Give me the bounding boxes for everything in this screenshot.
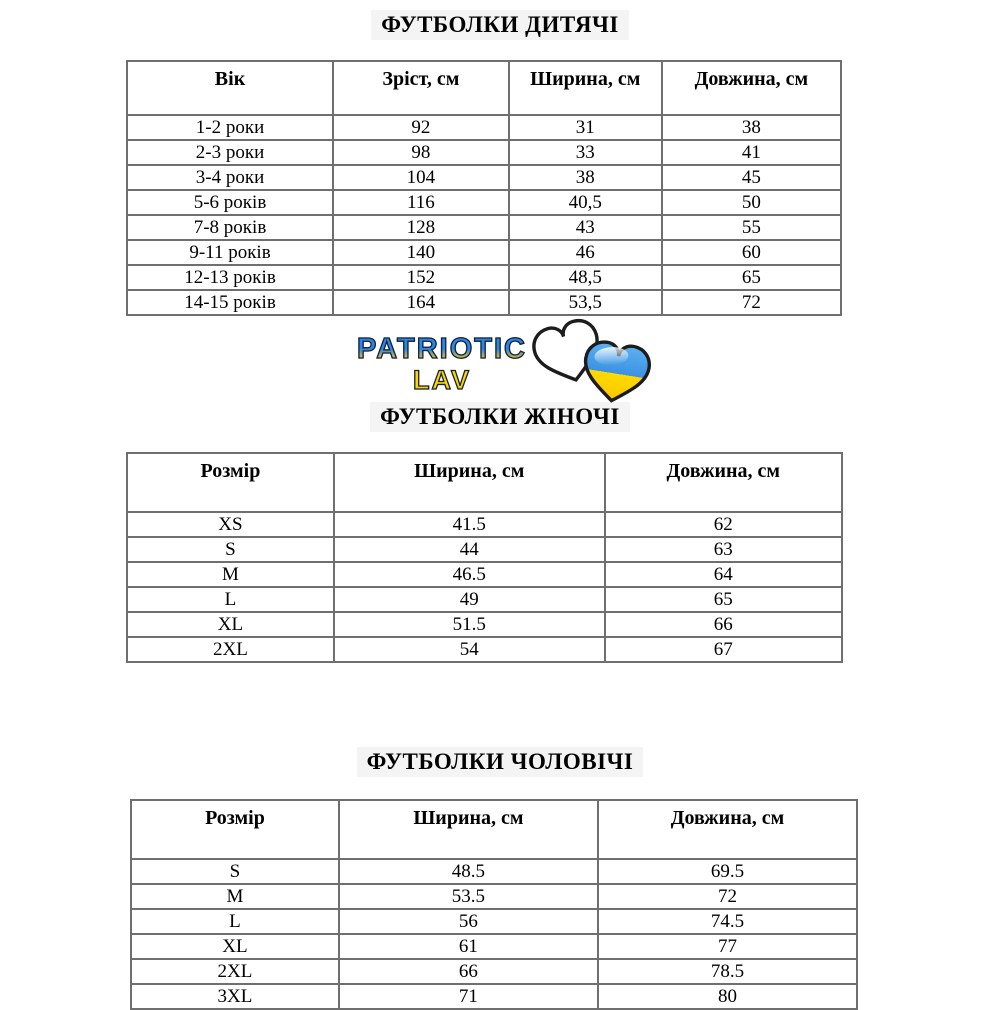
table-cell: 116: [333, 190, 509, 215]
table-cell: 53,5: [509, 290, 662, 315]
table-cell: M: [131, 884, 339, 909]
table-cell: 44: [334, 537, 605, 562]
logo-brand-line2: LAV: [413, 364, 471, 395]
table-row: [127, 587, 842, 612]
table-cell: 40,5: [509, 190, 662, 215]
table-cell: 61: [339, 934, 598, 959]
table-cell: 69.5: [598, 859, 857, 884]
table-cell: 72: [662, 290, 841, 315]
table-cell: 92: [333, 115, 509, 140]
table-cell: 74.5: [598, 909, 857, 934]
ukraine-flag-heart-icon: [531, 316, 663, 412]
table-row: [127, 240, 841, 265]
table-row: [127, 265, 841, 290]
table-cell: XL: [127, 612, 334, 637]
table-row: [127, 562, 842, 587]
table-cell: XL: [131, 934, 339, 959]
table-cell: 140: [333, 240, 509, 265]
table-cell: 54: [334, 637, 605, 662]
table-cell: 104: [333, 165, 509, 190]
kids-size-table: [126, 60, 842, 316]
table-cell: 46.5: [334, 562, 605, 587]
table-cell: 49: [334, 587, 605, 612]
table-cell: 66: [605, 612, 842, 637]
table-row: [131, 959, 857, 984]
table-row: [127, 290, 841, 315]
table-cell: 62: [605, 512, 842, 537]
table-cell: 78.5: [598, 959, 857, 984]
logo-brand-line1: PATRIOTIC: [357, 332, 527, 365]
column-header: Довжина, см: [605, 453, 842, 512]
table-row: [127, 537, 842, 562]
table-cell: 72: [598, 884, 857, 909]
table-row: [127, 637, 842, 662]
table-cell: 66: [339, 959, 598, 984]
table-cell: 38: [662, 115, 841, 140]
table-cell: S: [127, 537, 334, 562]
logo-wordmark: [357, 332, 527, 395]
column-header: Ширина, см: [334, 453, 605, 512]
table-cell: 152: [333, 265, 509, 290]
table-cell: L: [127, 587, 334, 612]
patriotic-lav-logo: [10, 322, 1000, 406]
section-kids: [0, 0, 1000, 316]
table-row: [131, 984, 857, 1009]
table-cell: 2-3 роки: [127, 140, 333, 165]
table-cell: 56: [339, 909, 598, 934]
table-cell: 9-11 років: [127, 240, 333, 265]
table-cell: 80: [598, 984, 857, 1009]
table-cell: L: [131, 909, 339, 934]
table-cell: 63: [605, 537, 842, 562]
table-cell: 33: [509, 140, 662, 165]
table-cell: 1-2 роки: [127, 115, 333, 140]
table-cell: 53.5: [339, 884, 598, 909]
column-header: Зріст, см: [333, 61, 509, 115]
table-cell: 48.5: [339, 859, 598, 884]
section-women: [0, 402, 1000, 663]
flag-heart-shape: [580, 339, 652, 405]
table-cell: 31: [509, 115, 662, 140]
table-cell: 7-8 років: [127, 215, 333, 240]
table-cell: 71: [339, 984, 598, 1009]
table-cell: 5-6 років: [127, 190, 333, 215]
column-header: Вік: [127, 61, 333, 115]
women-section-title-text: ФУТБОЛКИ ЖІНОЧІ: [370, 402, 630, 432]
table-cell: 50: [662, 190, 841, 215]
column-header: Довжина, см: [662, 61, 841, 115]
table-cell: 77: [598, 934, 857, 959]
table-cell: 67: [605, 637, 842, 662]
men-section-title-text: ФУТБОЛКИ ЧОЛОВІЧІ: [357, 747, 644, 777]
column-header: Розмір: [131, 800, 339, 859]
table-row: [127, 165, 841, 190]
table-cell: XS: [127, 512, 334, 537]
table-cell: 14-15 років: [127, 290, 333, 315]
table-cell: 51.5: [334, 612, 605, 637]
table-cell: 60: [662, 240, 841, 265]
men-size-table: [130, 799, 858, 1010]
table-row: [131, 884, 857, 909]
table-cell: 43: [509, 215, 662, 240]
table-row: [131, 909, 857, 934]
table-cell: 98: [333, 140, 509, 165]
kids-section-title-text: ФУТБОЛКИ ДИТЯЧІ: [371, 10, 629, 40]
table-cell: 128: [333, 215, 509, 240]
column-header: Ширина, см: [509, 61, 662, 115]
table-cell: 46: [509, 240, 662, 265]
table-cell: M: [127, 562, 334, 587]
table-cell: S: [131, 859, 339, 884]
table-row: [127, 215, 841, 240]
column-header: Розмір: [127, 453, 334, 512]
table-cell: 3-4 роки: [127, 165, 333, 190]
table-row: [131, 934, 857, 959]
table-cell: 65: [605, 587, 842, 612]
column-header: Ширина, см: [339, 800, 598, 859]
table-row: [131, 859, 857, 884]
header-row: [131, 800, 857, 859]
table-cell: 38: [509, 165, 662, 190]
men-section-title: [0, 747, 1000, 777]
table-cell: 12-13 років: [127, 265, 333, 290]
table-row: [127, 512, 842, 537]
table-cell: 41.5: [334, 512, 605, 537]
table-cell: 64: [605, 562, 842, 587]
table-row: [127, 190, 841, 215]
table-row: [127, 612, 842, 637]
women-size-table: [126, 452, 843, 663]
table-cell: 48,5: [509, 265, 662, 290]
header-row: [127, 453, 842, 512]
table-cell: 41: [662, 140, 841, 165]
table-cell: 55: [662, 215, 841, 240]
table-cell: 3XL: [131, 984, 339, 1009]
column-header: Довжина, см: [598, 800, 857, 859]
header-row: [127, 61, 841, 115]
table-cell: 45: [662, 165, 841, 190]
kids-section-title: [0, 0, 1000, 40]
table-row: [127, 115, 841, 140]
section-men: [0, 747, 1000, 1010]
table-cell: 164: [333, 290, 509, 315]
table-cell: 65: [662, 265, 841, 290]
table-cell: 2XL: [127, 637, 334, 662]
table-row: [127, 140, 841, 165]
women-section-title: [0, 402, 1000, 432]
table-cell: 2XL: [131, 959, 339, 984]
